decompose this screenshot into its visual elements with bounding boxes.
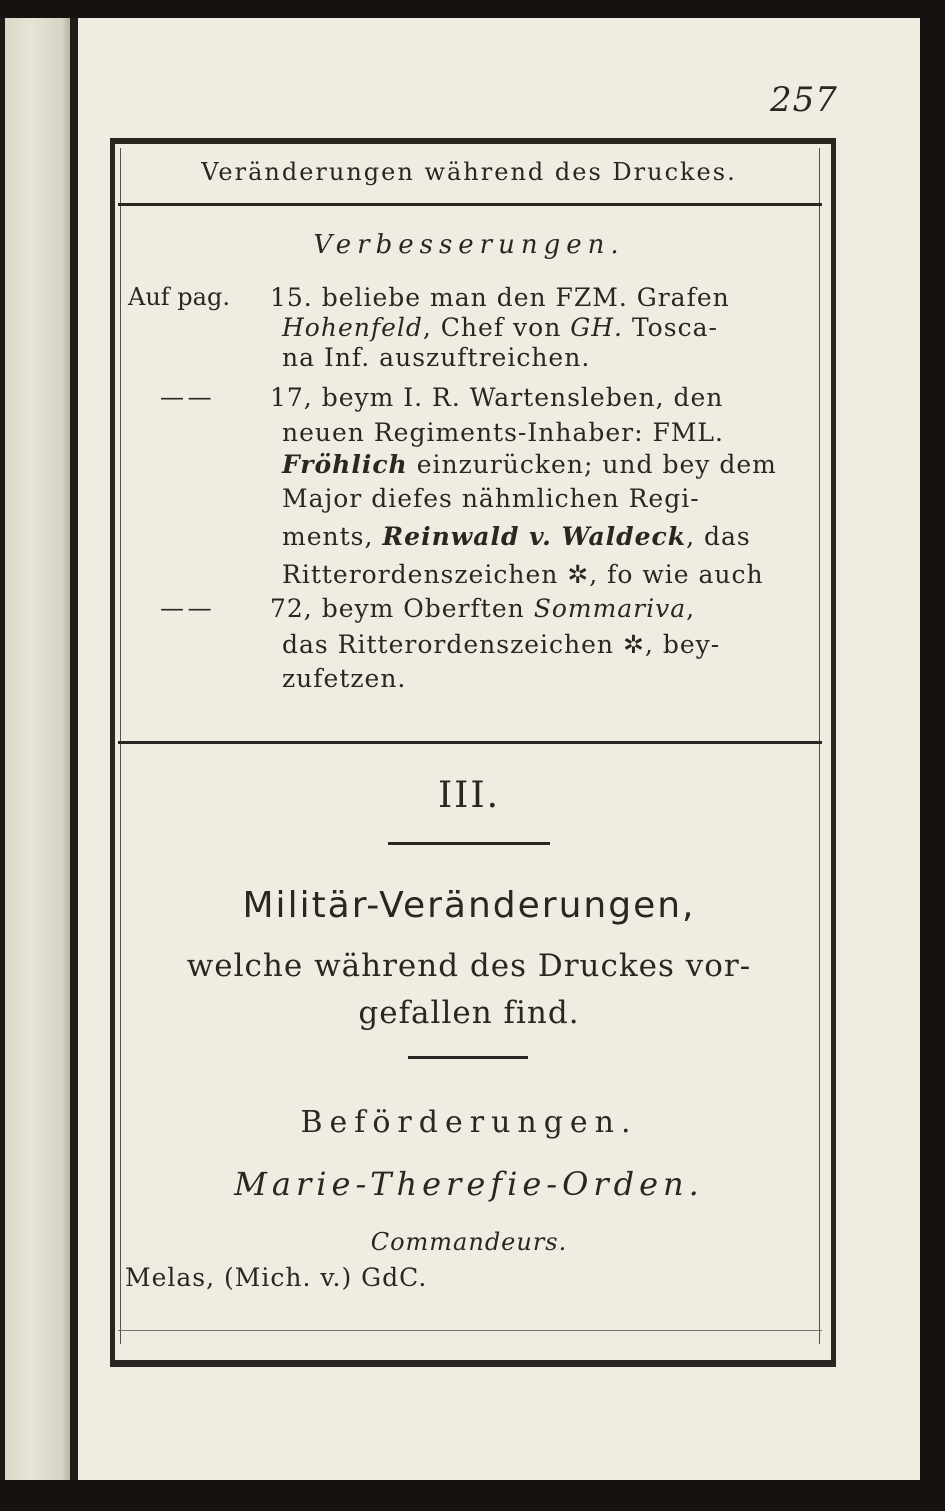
short-rule (408, 1056, 528, 1059)
scan-border-left (0, 0, 5, 1511)
correction-line: Ritterordenszeichen ✲, fo wie auch (282, 560, 764, 589)
correction-line: zufetzen. (282, 664, 407, 693)
part-subtitle-line: gefallen find. (358, 995, 580, 1031)
page-number: 257 (770, 80, 838, 120)
header-rule (118, 203, 822, 206)
correction-line: Fröhlich einzurücken; und bey dem (282, 450, 777, 479)
promotions-heading: Beförderungen. (300, 1105, 638, 1140)
correction-line: na Inf. auszuftreichen. (282, 343, 591, 372)
correction-line: Hohenfeld, Chef von GH. Tosca- (282, 313, 718, 342)
correction-line: das Ritterordenszeichen ✲, bey- (282, 630, 721, 659)
correction-line: 72, beym Oberften Sommariva, (270, 594, 696, 623)
section-rule (118, 741, 822, 744)
short-rule (388, 842, 550, 845)
correction-line: neuen Regiments-Inhaber: FML. (282, 418, 724, 447)
page-reference-label: Auf pag. (128, 283, 230, 311)
list-entry: Melas, (Mich. v.) GdC. (125, 1263, 428, 1292)
correction-line: 17, beym I. R. Wartensleben, den (270, 383, 724, 412)
order-heading: Marie-Therefie-Orden. (234, 1165, 704, 1203)
book-spine (70, 0, 78, 1511)
part-subtitle-line: welche während des Druckes vor- (186, 948, 752, 984)
correction-line: Major diefes nähmlichen Regi- (282, 484, 700, 513)
corrections-title: Verbesserungen. (313, 230, 625, 260)
part-number: III. (437, 775, 501, 816)
scan-border-top (0, 0, 945, 18)
correction-line: 15. beliebe man den FZM. Grafen (270, 283, 730, 312)
rank-heading: Commandeurs. (370, 1228, 568, 1256)
ditto-dash: — — (160, 594, 210, 622)
running-header: Veränderungen während des Druckes. (201, 158, 737, 186)
bottom-inner-rule (118, 1330, 822, 1331)
part-title: Militär-Veränderungen, (242, 885, 696, 926)
facing-page-edge (0, 0, 70, 1511)
correction-line: ments, Reinwald v. Waldeck, das (282, 522, 751, 551)
ditto-dash: — — (160, 383, 210, 411)
scan-border-bottom (0, 1480, 945, 1511)
scan-border-right (920, 0, 945, 1511)
